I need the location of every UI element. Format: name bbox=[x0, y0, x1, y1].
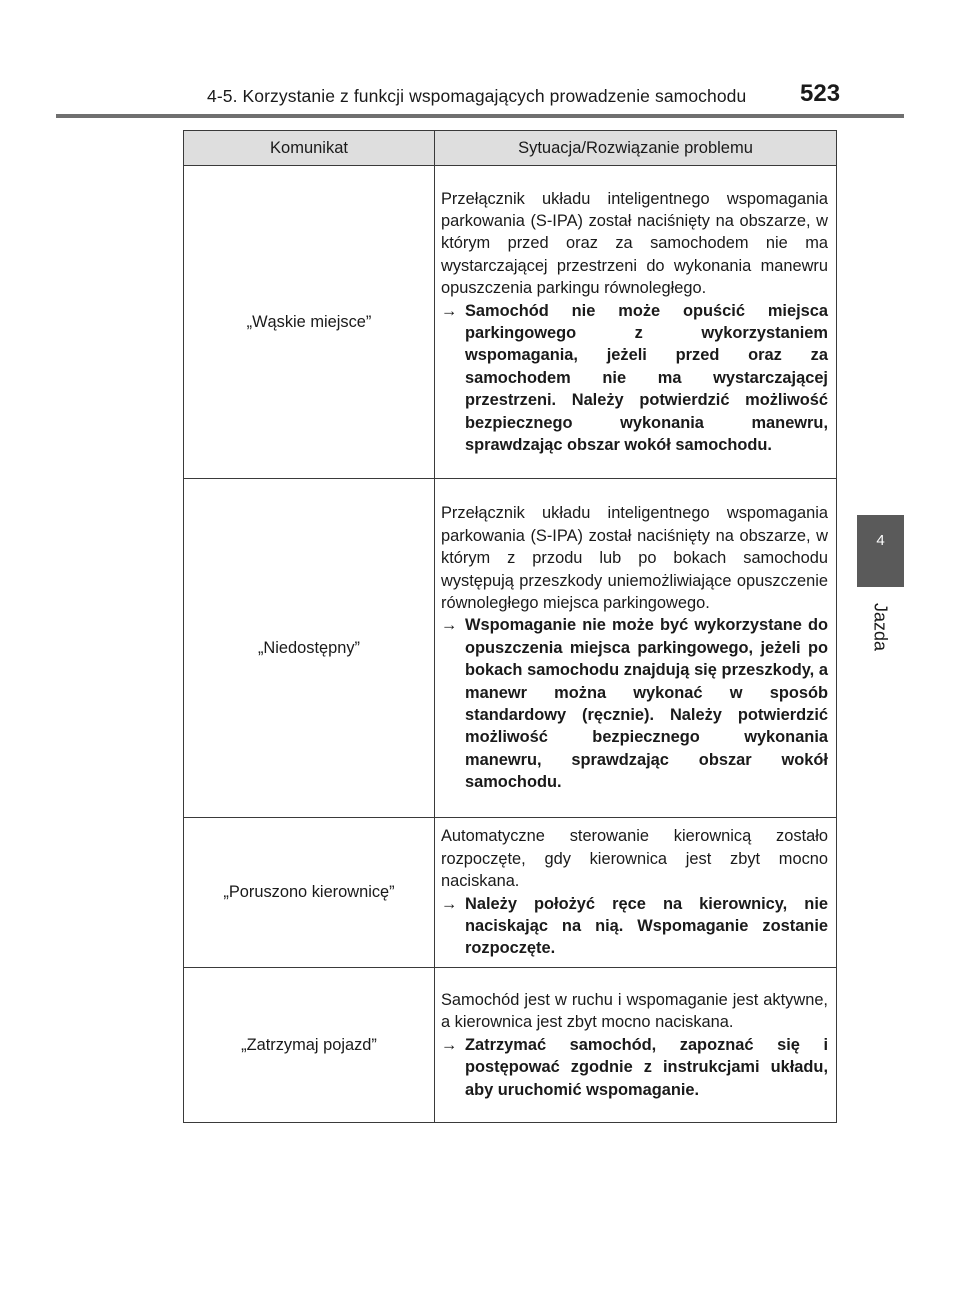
situation-text: Przełącznik układu inteligentnego wspomagania parkowania (S-IPA) został naciśnięty na obszarze, w którym z przodu lub po bokach samochodu występują przeszkody uniemożliwiające opuszczenie równoległego miejsca parkingowego. bbox=[441, 504, 828, 612]
chapter-number: 4 bbox=[876, 532, 885, 549]
solution-cell bbox=[435, 479, 837, 818]
solution-cell bbox=[435, 968, 837, 1123]
chapter-tab bbox=[857, 515, 904, 587]
message-cell: „Poruszono kierownicę” bbox=[184, 818, 435, 968]
situation-text: Samochód jest w ruchu i wspomaganie jest aktywne, a kierownica jest zbyt mocno naciskana. bbox=[441, 990, 828, 1032]
table-row bbox=[184, 968, 837, 1123]
arrow-icon: → bbox=[441, 616, 458, 635]
solution-cell bbox=[435, 166, 837, 479]
situation-text: Przełącznik układu inteligentnego wspomagania parkowania (S-IPA) został naciśnięty na obszarze, w którym przed oraz za samochodem nie ma wystarczającej przestrzeni do wykonania manewru opuszczenia parkingu równoległego. bbox=[441, 189, 828, 298]
action-item bbox=[441, 893, 828, 960]
action-text: Samochód nie może opuścić miejsca parkingowego z wykorzystaniem wspomagania, jeżeli przed oraz za samochodem nie ma wystarczającej przestrzeni. Należy potwierdzić możliwość bezpiecznego wykonania manewru, sprawdzając obszar wokół samochodu. bbox=[465, 301, 828, 455]
arrow-icon: → bbox=[441, 301, 458, 320]
arrow-icon: → bbox=[441, 1035, 458, 1054]
action-item bbox=[441, 300, 828, 457]
header-divider bbox=[56, 114, 904, 118]
action-item bbox=[441, 1034, 828, 1101]
column-header-message: Komunikat bbox=[184, 131, 435, 166]
page-number: 523 bbox=[800, 80, 841, 107]
action-item bbox=[441, 614, 828, 793]
solution-cell bbox=[435, 818, 837, 968]
action-text: Należy położyć ręce na kierownicy, nie naciskając na nią. Wspomaganie zostanie rozpoczęte. bbox=[465, 894, 828, 958]
message-cell: „Niedostępny” bbox=[184, 479, 435, 818]
column-header-solution: Sytuacja/Rozwiązanie problemu bbox=[435, 131, 837, 166]
action-text: Zatrzymać samochód, zapoznać się i postępować zgodnie z instrukcjami układu, aby uruchomić wspomaganie. bbox=[465, 1035, 828, 1099]
situation-text: Automatyczne sterowanie kierownicą zostało rozpoczęte, gdy kierownica jest zbyt mocno naciskana. bbox=[441, 827, 828, 891]
table-row bbox=[184, 479, 837, 818]
arrow-icon: → bbox=[441, 894, 458, 913]
message-cell: „Zatrzymaj pojazd” bbox=[184, 968, 435, 1123]
message-table bbox=[183, 130, 837, 1123]
action-text: Wspomaganie nie może być wykorzystane do opuszczenia miejsca parkingowego, jeżeli po bokach samochodu znajdują się przeszkody, a manewr można wykonać w sposób standardowy (ręcznie). Należy potwierdzić możliwość bezpiecznego wykonania manewru, sprawdzając obszar wokół samochodu. bbox=[465, 616, 828, 792]
table-row bbox=[184, 818, 837, 968]
chapter-name: Jazda bbox=[870, 602, 891, 652]
table-row bbox=[184, 166, 837, 479]
table-header-row bbox=[184, 131, 837, 166]
section-title: 4-5. Korzystanie z funkcji wspomagających prowadzenie samochodu bbox=[207, 86, 747, 106]
message-cell: „Wąskie miejsce” bbox=[184, 166, 435, 479]
